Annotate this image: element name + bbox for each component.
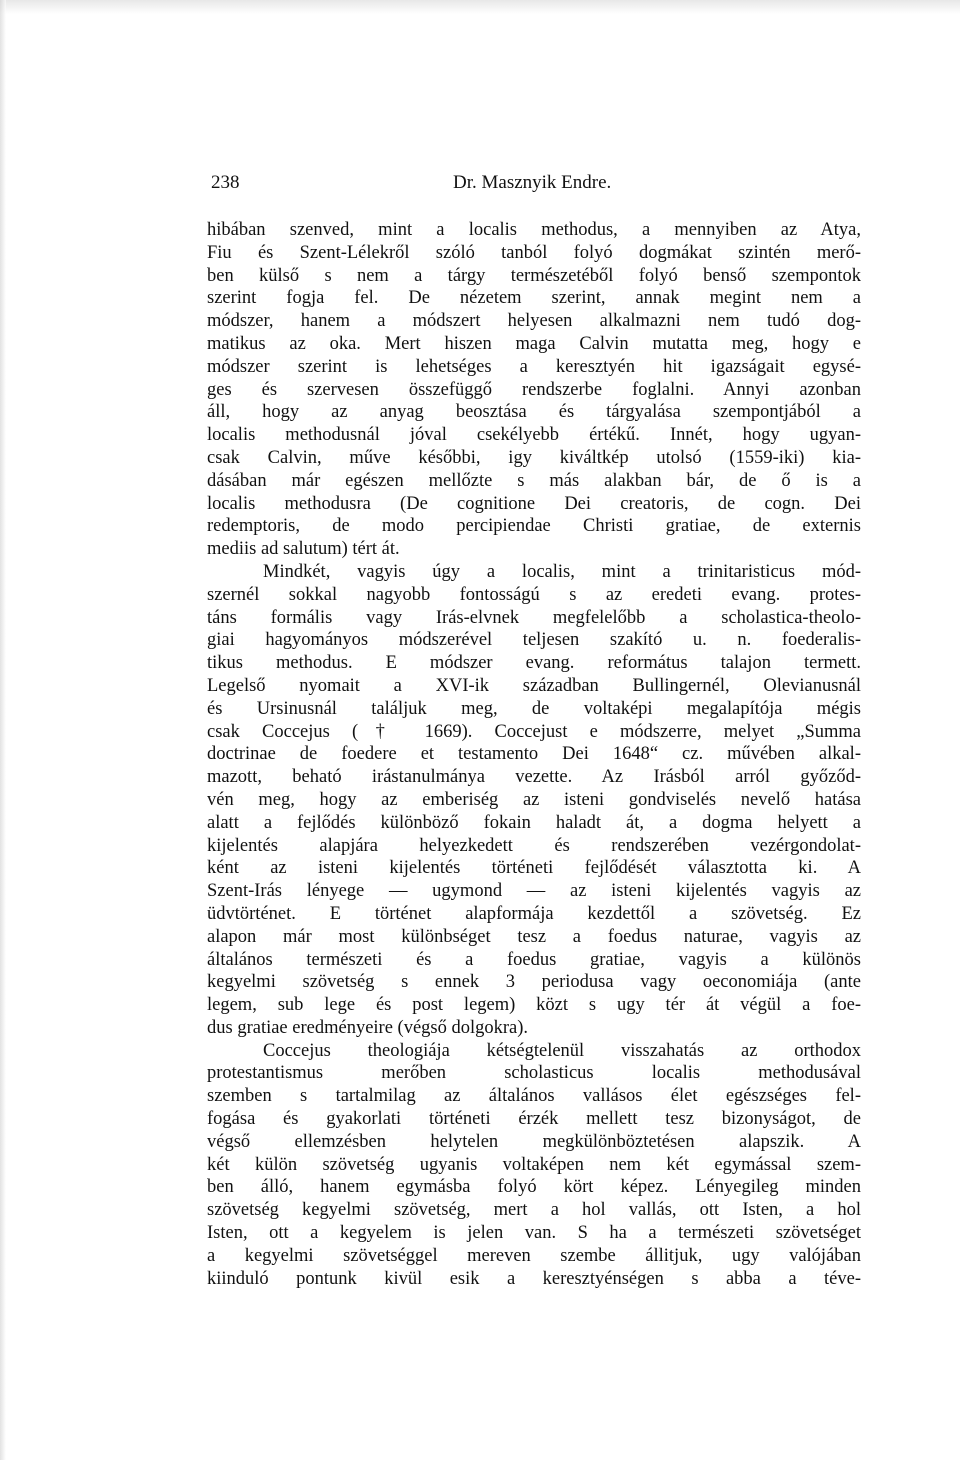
- text-line: vén meg, hogy az emberiség az isteni gondviselés nevelő hatása: [207, 789, 861, 810]
- text-line: végső ellemzésben helytelen megkülönböztetésen alapszik. A: [207, 1131, 861, 1152]
- text-line: a kegyelmi szövetséggel mereven szembe állitjuk, ugy valójában: [207, 1245, 861, 1266]
- text-line: fogása és gyakorlati történeti érzék mellett tesz bizonyságot, de: [207, 1109, 861, 1130]
- scan-edge-left: [0, 0, 6, 1460]
- text-line: Mindkét, vagyis úgy a localis, mint a trinitaristicus mód-: [263, 561, 861, 582]
- text-line: és Ursinusnál találjuk meg, de voltaképi megalapítója mégis: [207, 698, 861, 719]
- text-line: dus gratiae eredményeire (végső dolgokra).: [207, 1017, 529, 1038]
- text-line: ges és szervesen összefüggő rendszerbe foglalni. Annyi azonban: [207, 379, 861, 400]
- text-line: táns formális vagy Irás-elvnek megfelelőbb a scholastica-theolo-: [207, 607, 861, 628]
- text-line: tikus methodus. E módszer evang. református talajon termett.: [207, 653, 861, 674]
- text-line: dásában már egészen mellőzte s más alakban bár, de ő is a: [207, 470, 861, 491]
- text-line: giai hagyományos módszerével teljesen szakító u. n. foederalis-: [207, 630, 861, 651]
- text-line: mediis ad salutum) tért át.: [207, 539, 400, 560]
- text-line: Legelső nyomait a XVI-ik században Bullingernél, Olevianusnál: [207, 675, 861, 696]
- text-line: localis methodusra (De cognitione Dei creatoris, de cogn. Dei: [207, 493, 861, 514]
- text-line: csak Calvin, műve későbbi, igy kiváltkép utolsó (1559-iki) kia-: [207, 447, 861, 468]
- text-line: kijelentés alapjára helyezkedett és rendszerében vezérgondolat-: [207, 835, 861, 856]
- text-line: módszer, hanem a módszert helyesen alkalmazni nem tudó dog-: [207, 311, 861, 332]
- running-head-author: Dr. Masznyik Endre.: [453, 172, 612, 193]
- text-line: Szent-Irás lényege — ugymond — az isteni kijelentés vagyis az: [207, 881, 861, 902]
- text-line: üdvtörténet. E történet alapformája kezdettől a szövetség. Ez: [207, 903, 861, 924]
- text-line: szövetség kegyelmi szövetség, mert a hol vallás, ott Isten, a hol: [207, 1200, 861, 1221]
- text-line: hibában szenved, mint a localis methodus, a mennyiben az Atya,: [207, 220, 861, 240]
- text-line: ben külső s nem a tárgy természetéből folyó benső szempontok: [207, 265, 861, 286]
- text-line: legem, sub lege és post legem) közt s ugy tér át végül a foe-: [207, 995, 861, 1016]
- text-line: Isten, ott a kegyelem is jelen van. S ha a természeti szövetséget: [207, 1223, 861, 1244]
- text-line: szemben s tartalmilag az általános vallásos élet egészséges fel-: [207, 1086, 861, 1107]
- text-line: ként az isteni kijelentés történeti fejlődését választotta ki. A: [207, 858, 861, 879]
- text-line: szernél sokkal nagyobb fontosságú s az eredeti evang. protes-: [207, 584, 861, 605]
- text-line: csak Coccejus († 1669). Coccejust e módszerre, melyet „Summa: [207, 721, 861, 742]
- text-line: alapon már most különbséget tesz a foedus naturae, vagyis az: [207, 926, 861, 947]
- text-line: Coccejus theologiája kétségtelenül visszahatás az orthodox: [263, 1040, 861, 1061]
- body-text: [207, 219, 861, 1290]
- page-number: 238: [211, 172, 240, 193]
- text-line: módszer szerint is lehetséges a keresztyén hit igazságait egysé-: [207, 356, 861, 377]
- text-line: két külön szövetség ugyanis voltaképen nem két egymással szem-: [207, 1154, 861, 1175]
- text-line: ben álló, hanem egymásba folyó kört képez. Lényegileg minden: [207, 1177, 861, 1198]
- text-line: általános természeti és a foedus gratiae, vagyis a különös: [207, 949, 861, 970]
- text-line: kiinduló pontunk kivül esik a keresztyénségen s abba a téve-: [207, 1268, 861, 1289]
- text-line: kegyelmi szövetség s ennek 3 periodusa vagy oeconomiája (ante: [207, 972, 861, 993]
- text-line: protestantismus merőben scholasticus localis methodusával: [207, 1063, 861, 1084]
- text-line: szerint fogja fel. De nézetem szerint, annak megint nem a: [207, 288, 861, 309]
- scan-edge-top: [0, 0, 960, 14]
- text-line: áll, hogy az anyag beosztása és tárgyalása szempontjából a: [207, 402, 861, 423]
- text-line: Fiu és Szent-Lélekről szóló tanból folyó dogmákat szintén merő-: [207, 242, 861, 263]
- text-line: alatt a fejlődés különböző fokain haladt át, a dogma helyett a: [207, 812, 861, 833]
- text-line: localis methodusnál jóval csekélyebb értékű. Innét, hogy ugyan-: [207, 425, 861, 446]
- text-line: mazott, beható irástanulmánya vezette. Az Irásból arról győződ-: [207, 767, 861, 788]
- running-head: [211, 169, 861, 197]
- text-line: doctrinae de foedere et testamento Dei 1648“ cz. művében alkal-: [207, 744, 861, 765]
- text-line: matikus az oka. Mert hiszen maga Calvin mutatta meg, hogy e: [207, 333, 861, 354]
- text-line: redemptoris, de modo percipiendae Christi gratiae, de externis: [207, 516, 861, 537]
